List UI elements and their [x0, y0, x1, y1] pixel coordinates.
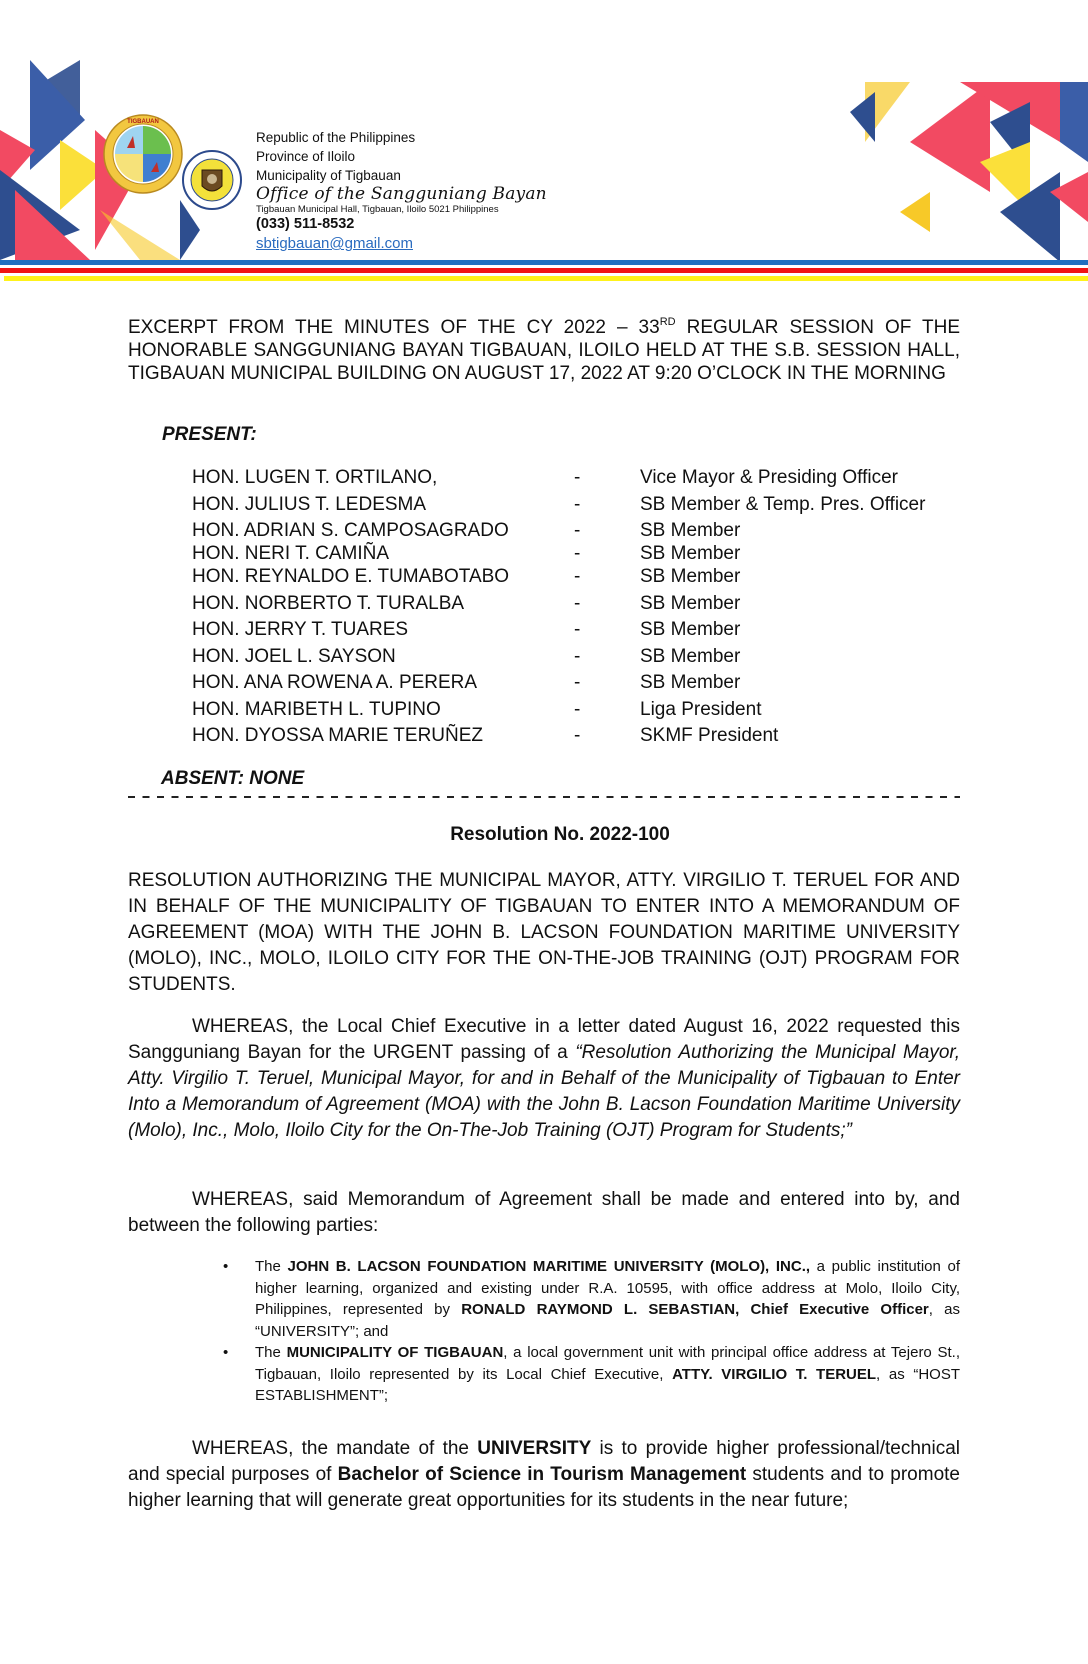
- attendee-name: HON. JOEL L. SAYSON: [192, 645, 396, 667]
- letterhead: [0, 0, 1088, 290]
- attendee-position: SB Member: [640, 566, 741, 587]
- attendee-row: [192, 671, 952, 698]
- attendee-name: HON. NORBERTO T. TURALBA: [192, 592, 465, 614]
- attendee-position: SB Member & Temp. Pres. Officer: [640, 493, 926, 515]
- attendee-position: SKMF President: [640, 725, 779, 746]
- header-stripe-red: [0, 268, 1088, 273]
- party-text: The: [255, 1258, 288, 1275]
- svg-text:TIGBAUAN: TIGBAUAN: [127, 119, 159, 125]
- party-representative: RONALD RAYMOND L. SEBASTIAN, Chief Executive Officer: [461, 1301, 929, 1318]
- decorative-triangles-right: [820, 82, 1088, 262]
- bullet-icon: •: [223, 1344, 229, 1361]
- attendee-position: SB Member: [640, 592, 741, 614]
- office-email-link[interactable]: sbtigbauan@gmail.com: [256, 235, 413, 252]
- office-address: Tigbauan Municipal Hall, Tigbauan, Iloilo 5021 Philippines: [256, 204, 499, 215]
- attendee-dash: -: [574, 672, 581, 693]
- attendee-dash: -: [574, 592, 581, 614]
- attendee-name: HON. JERRY T. TUARES: [192, 619, 409, 640]
- attendee-name: HON. REYNALDO E. TUMABOTABO: [192, 566, 510, 587]
- present-label: PRESENT:: [162, 424, 257, 445]
- attendee-name: HON. NERI T. CAMIÑA: [192, 543, 390, 564]
- party-representative: ATTY. VIRGILIO T. TERUEL: [672, 1365, 877, 1383]
- whereas-2-text: WHEREAS, said Memorandum of Agreement shall be made and entered into by, and between the following parties:: [128, 1189, 960, 1236]
- attendee-position: SB Member: [640, 672, 741, 693]
- bullet-icon: •: [223, 1258, 229, 1275]
- attendee-row: [192, 724, 952, 751]
- attendee-position: SB Member: [640, 645, 741, 667]
- attendee-dash: -: [574, 520, 581, 541]
- municipality-seal-logo: [103, 114, 183, 194]
- attendee-name: HON. LUGEN T. ORTILANO,: [192, 467, 438, 488]
- excerpt-text-before: EXCERPT FROM THE MINUTES OF THE CY 2022 – 33: [128, 317, 660, 338]
- attendee-position: SB Member: [640, 520, 741, 541]
- excerpt-heading: [128, 316, 960, 385]
- province-line: Province of Iloilo: [256, 149, 356, 164]
- whereas-paragraph-1: [128, 1014, 960, 1144]
- attendee-dash: -: [574, 467, 581, 488]
- attendee-position: SB Member: [640, 619, 741, 640]
- attendee-row: [192, 466, 952, 493]
- attendee-row: [192, 493, 952, 520]
- dashed-separator: [128, 796, 960, 798]
- sangguniang-bayan-seal-logo: [182, 150, 242, 210]
- attendee-row: [192, 519, 952, 542]
- attendee-position: Liga President: [640, 698, 762, 720]
- whereas-3-program: Bachelor of Science in Tourism Management: [337, 1464, 747, 1485]
- parties-list: [220, 1256, 960, 1407]
- office-phone: (033) 511-8532: [256, 216, 355, 232]
- attendee-name: HON. DYOSSA MARIE TERUÑEZ: [192, 725, 484, 746]
- resolution-title: RESOLUTION AUTHORIZING THE MUNICIPAL MAYOR, ATTY. VIRGILIO T. TERUEL FOR AND IN BEHALF OF THE MUNICIPALITY OF TIGBAUAN TO ENTER INTO A MEMORANDUM OF AGREEMENT (MOA) WITH THE JOHN B. LACSON FOUNDATION MARITIME UNIVERSITY (MOLO), INC., MOLO, ILOILO CITY FOR THE ON-THE-JOB TRAINING (OJT) PROGRAM FOR STUDENTS.: [128, 870, 960, 995]
- absent-label: ABSENT: NONE: [161, 768, 305, 789]
- whereas-1-quoted-title: “Resolution Authorizing the Municipal Mayor, Atty. Virgilio T. Teruel, Municipal Mayor, for and in Behalf of the Municipality of Tigbauan to Enter Into a Memorandum of Agreement (MOA) with the John B. Lacson Foundation Maritime University (Molo), Inc., Molo, Iloilo City for the On-The-Job Training (OJT) Program for Students;”: [128, 1042, 960, 1141]
- attendee-name: HON. ANA ROWENA A. PERERA: [192, 672, 478, 693]
- whereas-1-text: WHEREAS, the Local Chief Executive in a letter dated August 16, 2022 requested this Sangguniang Bayan for the URGENT passing of a: [128, 1016, 960, 1063]
- attendee-dash: -: [574, 698, 581, 720]
- party-item: [220, 1256, 960, 1342]
- party-text: , as “UNIVERSITY”; and: [255, 1301, 960, 1340]
- attendee-name: HON. ADRIAN S. CAMPOSAGRADO: [192, 520, 509, 541]
- whereas-3-text: WHEREAS, the mandate of the: [192, 1438, 478, 1459]
- attendee-dash: -: [574, 543, 581, 564]
- letterhead-text: [256, 128, 547, 253]
- party-text: , a local government unit with principal office address at Tejero St., Tigbauan, Iloilo represented by its Local Chief Executive,: [255, 1344, 961, 1383]
- header-stripe-blue: [0, 260, 1088, 265]
- whereas-3-university: UNIVERSITY: [477, 1438, 592, 1459]
- party-name: MUNICIPALITY OF TIGBAUAN: [286, 1344, 504, 1361]
- office-name: Office of the Sangguniang Bayan: [256, 184, 547, 204]
- party-text: The: [255, 1344, 287, 1361]
- attendee-dash: -: [574, 566, 581, 587]
- republic-line: Republic of the Philippines: [256, 130, 416, 145]
- whereas-paragraph-3: [128, 1436, 960, 1514]
- whereas-3-text: students and to promote higher learning that will generate great opportunities for its students in the near future;: [128, 1464, 960, 1511]
- party-name: JOHN B. LACSON FOUNDATION MARITIME UNIVERSITY (MOLO), INC.,: [287, 1258, 811, 1275]
- party-text: a public institution of higher learning, organized and existing under R.A. 10595, with office address at Molo, Iloilo City, Philippines, represented by: [255, 1258, 960, 1318]
- attendee-dash: -: [574, 619, 581, 640]
- excerpt-superscript: RD: [659, 316, 676, 328]
- whereas-paragraph-2: [128, 1187, 960, 1239]
- attendee-dash: -: [574, 645, 581, 667]
- attendee-position: Vice Mayor & Presiding Officer: [640, 467, 899, 488]
- attendee-row: [192, 542, 952, 565]
- attendee-row: [192, 592, 952, 619]
- whereas-3-text: is to provide higher professional/technical and special purposes of: [128, 1438, 960, 1485]
- attendee-position: SB Member: [640, 543, 741, 564]
- attendee-name: HON. MARIBETH L. TUPINO: [192, 698, 441, 720]
- attendee-dash: -: [574, 493, 581, 515]
- municipality-line: Municipality of Tigbauan: [256, 168, 401, 183]
- excerpt-text-after: REGULAR SESSION OF THE HONORABLE SANGGUNIANG BAYAN TIGBAUAN, ILOILO HELD AT THE S.B. SESSION HALL, TIGBAUAN MUNICIPAL BUILDING ON AUGUST 17, 2022 AT 9:20 O’CLOCK IN THE MORNING: [128, 317, 961, 384]
- attendee-row: [192, 698, 952, 725]
- attendees-list: [192, 466, 952, 751]
- party-item: [220, 1342, 960, 1407]
- header-stripe-yellow: [4, 276, 1088, 281]
- attendee-dash: -: [574, 725, 581, 746]
- attendee-row: [192, 565, 952, 592]
- attendee-name: HON. JULIUS T. LEDESMA: [192, 493, 427, 515]
- resolution-number: Resolution No. 2022-100: [450, 824, 670, 845]
- attendee-row: [192, 618, 952, 645]
- attendee-row: [192, 645, 952, 672]
- party-text: , as “HOST ESTABLISHMENT”;: [255, 1365, 960, 1404]
